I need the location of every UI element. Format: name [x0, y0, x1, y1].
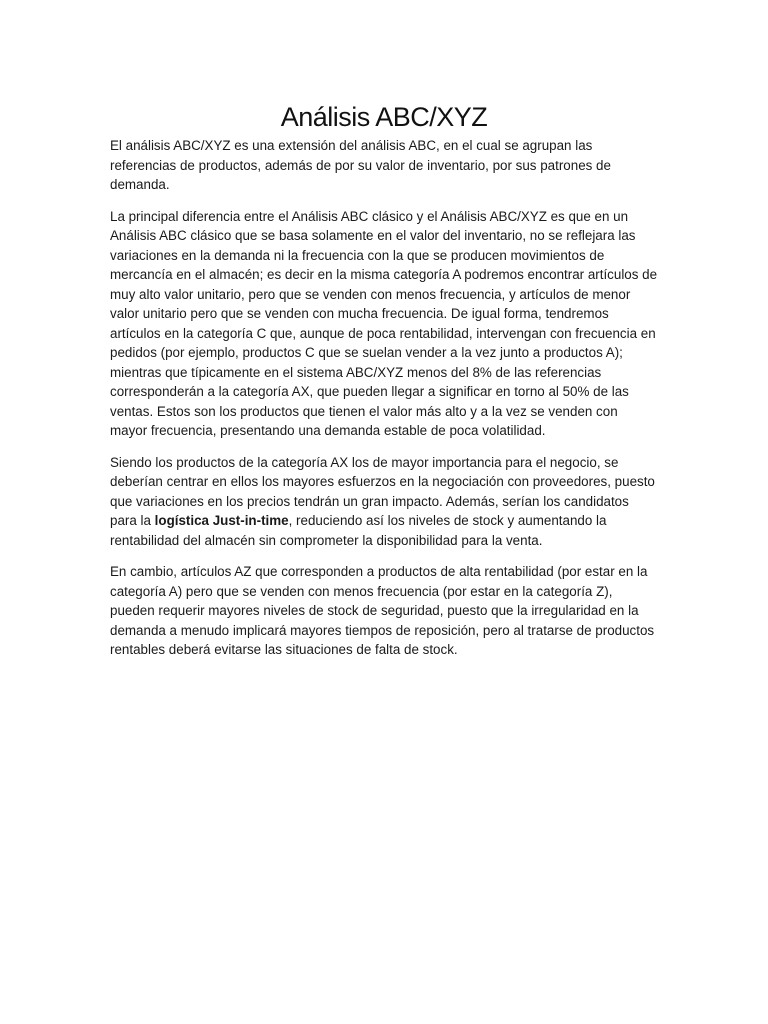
document-title: Análisis ABC/XYZ [280, 102, 488, 132]
paragraph-ax-category [110, 453, 658, 551]
paragraph-ax-text-after: , reduciendo así los niveles de stock y aumentando la rentabilidad del almacén sin comprometer la disponibilidad para la venta. [110, 513, 607, 548]
paragraph-intro: El análisis ABC/XYZ es una extensión del análisis ABC, en el cual se agrupan las referencias de productos, además de por su valor de inventario, por sus patrones de demanda. [110, 138, 611, 192]
paragraph-ax-text-before: Siendo los productos de la categoría AX los de mayor importancia para el negocio, se deberían centrar en ellos los mayores esfuerzos en la negociación con proveedores, puesto que variaciones en los precios tendrán un gran impacto. Además, serían los candidatos para la [110, 454, 655, 528]
paragraph-main-difference: La principal diferencia entre el Análisis ABC clásico y el Análisis ABC/XYZ es que en un Análisis ABC clásico que se basa solamente en el valor del inventario, no se reflejara las variaciones en la demanda ni la frecuencia con la que se producen movimientos de mercancía en el almacén; es decir en la misma categoría A podremos encontrar artículos de muy alto valor unitario, pero que se venden con menos frecuencia, y artículos de menor valor unitario pero que se venden con mucha frecuencia. De igual forma, tendremos artículos en la categoría C que, aunque de poca rentabilidad, intervengan con frecuencia en pedidos (por ejemplo, productos C que se suelan vender a la vez junto a productos A); mientras que típicamente en el sistema ABC/XYZ menos del 8% de las referencias corresponderán a la categoría AX, que pueden llegar a significar en torno al 50% de las ventas. Estos son los productos que tienen el valor más alto y a la vez se venden con mayor frecuencia, presentando una demanda estable de poca volatilidad. [110, 208, 658, 438]
document-content [110, 100, 658, 672]
paragraph-az-category: En cambio, artículos AZ que corresponden a productos de alta rentabilidad (por estar en la categoría A) pero que se venden con menos frecuencia (por estar en la categoría Z), pueden requerir mayores niveles de stock de seguridad, puesto que la irregularidad en la demanda a menudo implicará mayores tiempos de reposición, pero al tratarse de productos rentables deberá evitarse las situaciones de falta de stock. [110, 564, 655, 657]
jit-logistics-term: logística Just-in-time [154, 513, 289, 528]
